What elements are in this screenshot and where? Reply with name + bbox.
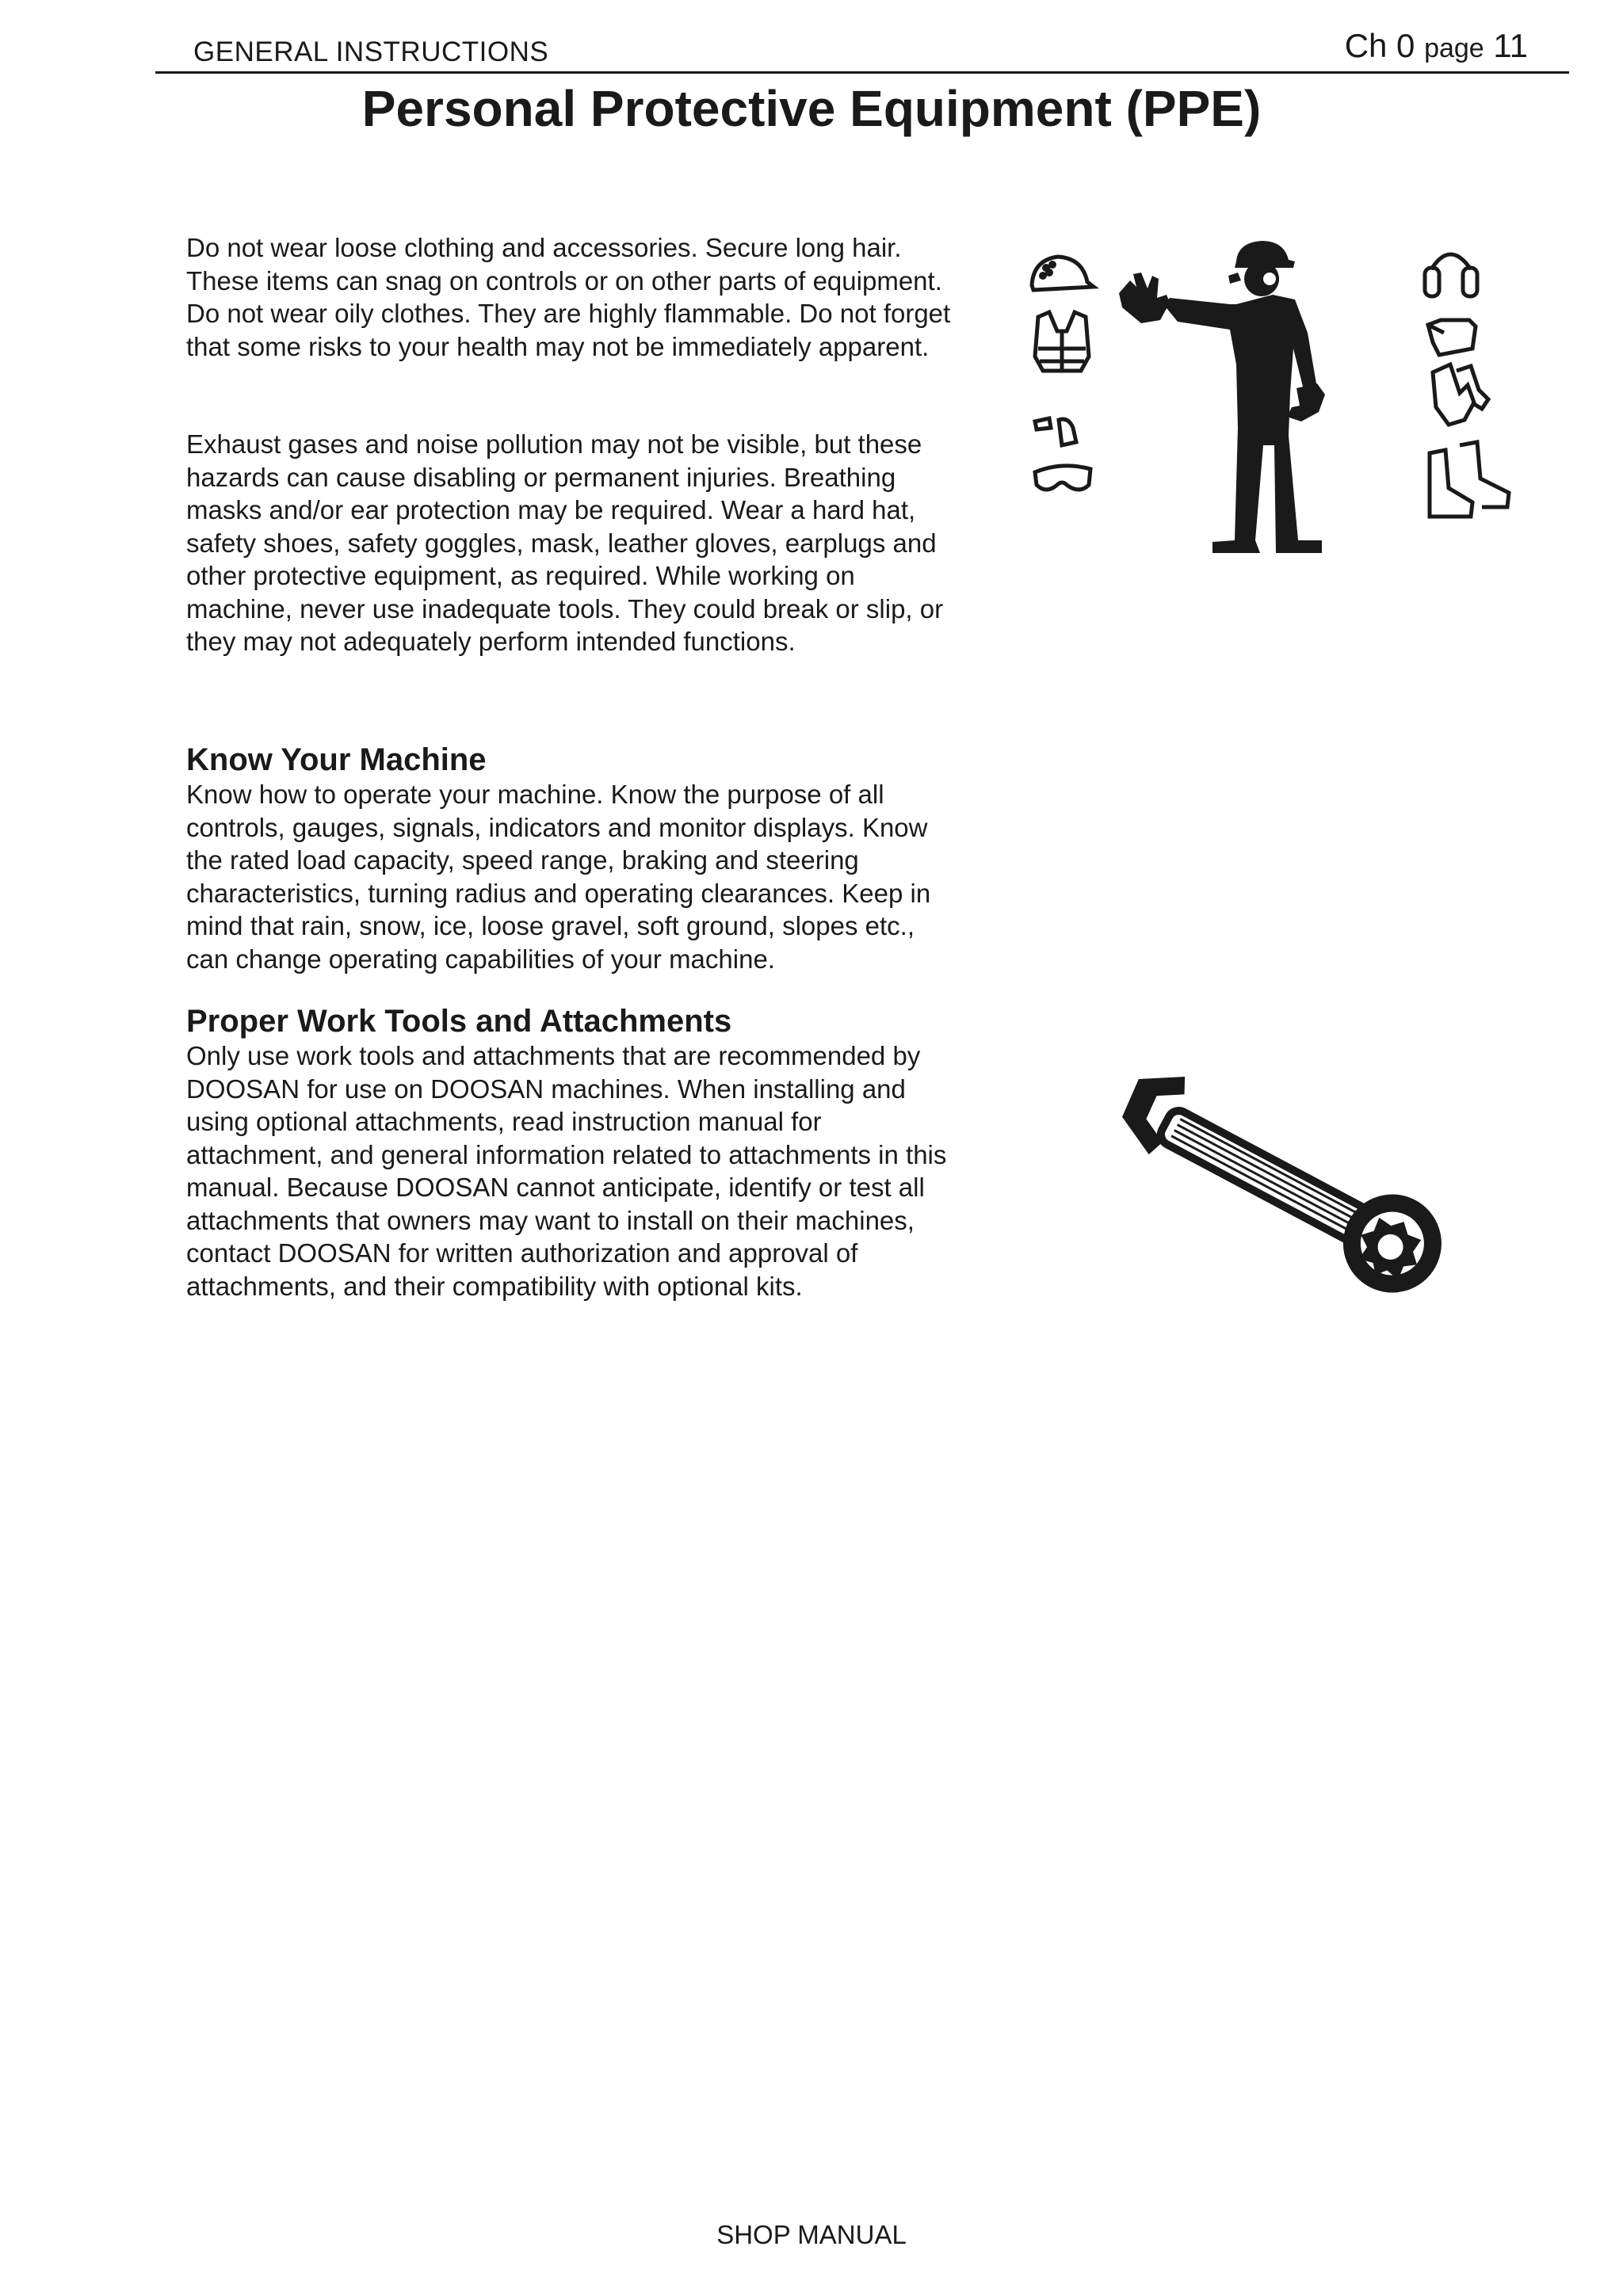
chapter-label: Ch 0 [1344, 27, 1415, 64]
intro-paragraph-2 [186, 428, 963, 658]
section-heading: Know Your Machine [186, 742, 487, 777]
safety-boots-icon [1430, 442, 1509, 517]
section-proper-work-tools [186, 1003, 963, 1302]
hard-hat-icon [1032, 257, 1094, 290]
intro-paragraph-1 [186, 231, 963, 363]
section-body: Know how to operate your machine. Know the purpose of all controls, gauges, signals, indicators and monitor displays. Know the rated load capacity, speed range, braking and steering characteristics, turning radius and operating clearances. Keep in mind that rain, snow, ice, loose gravel, soft ground, slopes etc., can change operating capabilities of your machine. [186, 780, 931, 974]
section-know-your-machine [186, 742, 963, 975]
section-heading: Proper Work Tools and Attachments [186, 1004, 732, 1039]
page-title: Personal Protective Equipment (PPE) [361, 80, 1262, 137]
page-footer: SHOP MANUAL [716, 2220, 907, 2249]
page-number: 11 [1493, 27, 1528, 64]
paragraph-text: Exhaust gases and noise pollution may not be visible, but these hazards can cause disabling or permanent injuries. Breathing masks and/or ear protection may be required. Wear a hard hat, safety shoes, safety goggles, mask, leather gloves, earplugs and other protective equipment, as required. While working on machine, never use inadequate tools. They could break or slip, or they may not adequately perform intended functions. [186, 429, 944, 656]
earmuffs-icon [1425, 254, 1477, 296]
paragraph-text: Do not wear loose clothing and accessories. Secure long hair. These items can snag on controls or on other parts of equipment. Do not wear oily clothes. They are highly flammable. Do not forget that some risks to your health may not be immediately apparent. [186, 233, 951, 361]
page-header [155, 22, 1569, 74]
page-reference [1345, 27, 1528, 65]
safety-vest-icon [1035, 312, 1089, 371]
page-word: page [1424, 33, 1484, 63]
worker-figure-icon [1119, 241, 1325, 553]
dust-mask-icon [1428, 320, 1476, 355]
section-label: GENERAL INSTRUCTIONS [193, 36, 549, 67]
wrench-illustration [1070, 1022, 1482, 1363]
section-body: Only use work tools and attachments that are recommended by DOOSAN for use on DOOSAN machines. When installing and using optional attachments, read instruction manual for attachment, and general information related to attachments in this manual. Because DOOSAN cannot anticipate, identify or test all attachments that owners may want to install on their machines, contact DOOSAN for written authorization and approval of attachments, and their compatibility with optional kits. [186, 1041, 947, 1301]
goggles-icon [1035, 466, 1090, 490]
leather-gloves-icon [1433, 364, 1488, 425]
ppe-worker-illustration [1022, 238, 1529, 578]
earplugs-icon [1035, 418, 1076, 445]
wrench-icon [1103, 1058, 1459, 1310]
